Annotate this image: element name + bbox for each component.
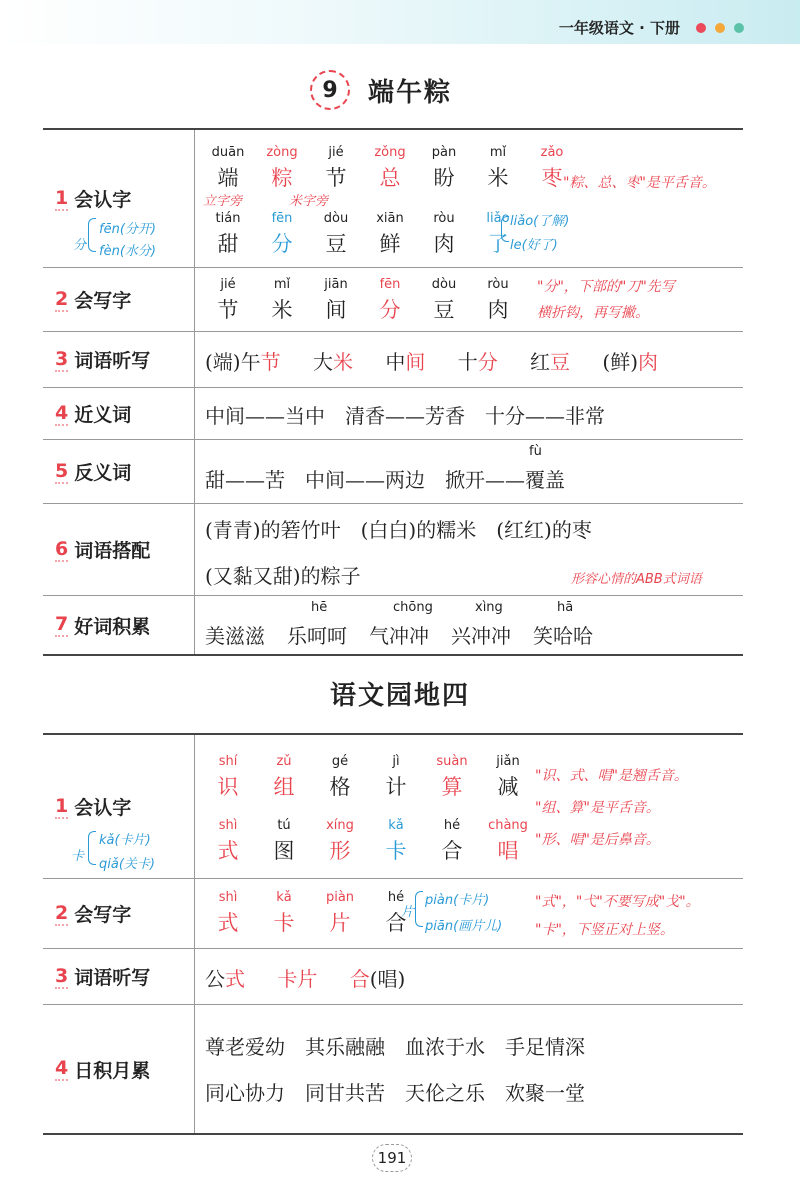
char-line-2	[205, 210, 529, 258]
header-dots	[696, 23, 744, 33]
liao-reading-2: le(好了)	[510, 238, 558, 253]
row-content	[195, 504, 743, 595]
hanzi: 卡	[385, 839, 407, 863]
row-collocation	[43, 504, 743, 596]
note-retroflex: "识、式、唱"是翘舌音。	[535, 768, 688, 784]
hanzi: 米	[487, 166, 509, 190]
char-with-pinyin	[367, 144, 413, 192]
pinyin: jié	[220, 277, 236, 292]
char-with-pinyin	[373, 753, 419, 801]
row-content	[195, 268, 743, 331]
pinyin: tú	[277, 818, 291, 833]
hanzi: 总	[379, 166, 401, 190]
note-abb: 形容心情的ABB式词语	[571, 572, 702, 587]
hanzi: 间	[325, 298, 347, 322]
good-word: hē 乐呵呵	[287, 600, 347, 648]
note-radical-1: 立字旁	[203, 194, 243, 209]
pinyin: kǎ	[388, 818, 404, 833]
hanzi: 式	[217, 911, 239, 935]
row-write	[43, 268, 743, 332]
row-recognize	[43, 130, 743, 268]
lesson-heading	[310, 70, 452, 110]
pinyin: zòng	[266, 145, 298, 160]
lesson-table	[43, 128, 743, 656]
char-line-1	[205, 144, 583, 192]
row-label: 2 会写字	[43, 268, 195, 331]
hanzi: 合	[385, 911, 407, 935]
char-with-pinyin	[429, 817, 475, 865]
row-content	[195, 596, 743, 654]
row-synonyms	[43, 388, 743, 440]
hanzi: 肉	[487, 298, 509, 322]
liao-reading-1: liǎo(了解)	[510, 214, 570, 229]
char-with-pinyin	[421, 144, 467, 192]
fen-brace	[88, 218, 96, 252]
hanzi: 图	[273, 839, 295, 863]
note-flat: "组、算"是平舌音。	[535, 800, 660, 816]
hanzi: 形	[329, 839, 351, 863]
ka-mark: 卡	[71, 849, 85, 864]
hanzi: 盼	[433, 166, 455, 190]
write-chars	[205, 276, 529, 324]
ka-reading-1: kǎ(卡片)	[99, 833, 151, 848]
liao-brace	[501, 216, 509, 242]
antonyms-text: 甜——苦 中间——两边 掀开—— fù 覆盖	[205, 444, 565, 492]
hanzi: 节	[217, 298, 239, 322]
char-with-pinyin	[205, 144, 251, 192]
hanzi: 节	[325, 166, 347, 190]
row-label: 5 反义词	[43, 440, 195, 503]
pinyin: zǒng	[374, 145, 406, 160]
dot-green	[734, 23, 744, 33]
pinyin: zǔ	[276, 754, 292, 769]
header-band	[0, 0, 800, 44]
pinyin: suàn	[436, 754, 468, 769]
hanzi: 算	[441, 775, 463, 799]
idioms-line-2: 同心协力 同甘共苦 天伦之乐 欢聚一堂	[205, 1081, 585, 1105]
collocation-line-1: (青青)的箬竹叶 (白白)的糯米 (红红)的枣	[205, 518, 592, 542]
hanzi: 端	[217, 166, 239, 190]
pian-mark: 片	[401, 905, 415, 920]
hanzi: 合	[441, 839, 463, 863]
pinyin: shì	[218, 818, 238, 833]
row-write	[43, 879, 743, 949]
good-word: 美滋滋	[205, 624, 265, 648]
fu-pinyin: fù	[529, 444, 542, 459]
hanzi: 片	[329, 911, 351, 935]
hanzi: 唱	[497, 839, 519, 863]
hanzi: 组	[273, 775, 295, 799]
row-good-words	[43, 596, 743, 654]
pinyin: shí	[218, 754, 238, 769]
hanzi: 米	[271, 298, 293, 322]
char-with-pinyin	[373, 817, 419, 865]
good-word: chōng 气冲冲	[369, 600, 433, 648]
pian-brace	[415, 891, 423, 927]
pinyin: hē	[311, 600, 328, 615]
pinyin: mǐ	[489, 145, 507, 160]
synonyms-text: 中间——当中 清香——芳香 十分——非常	[205, 404, 605, 428]
char-with-pinyin	[475, 276, 521, 324]
pinyin: ròu	[487, 277, 509, 292]
pinyin: shì	[218, 890, 238, 905]
garden-table	[43, 733, 743, 1135]
lesson-title: 端午粽	[368, 77, 453, 108]
char-with-pinyin	[421, 210, 467, 258]
hanzi: 卡	[273, 911, 295, 935]
row-label: 1 会认字	[43, 735, 195, 878]
row-label: 1 会认字	[43, 130, 195, 267]
pian-reading-1: piàn(卡片)	[425, 893, 490, 908]
pinyin: chōng	[393, 600, 433, 615]
hanzi: 肉	[433, 232, 455, 256]
row-dictation	[43, 332, 743, 388]
note-fen-stroke-1: "分"，下部的"刀"先写	[537, 279, 675, 295]
pinyin: duān	[211, 145, 245, 160]
collocation-line-2: (又黏又甜)的粽子	[205, 564, 361, 588]
char-with-pinyin	[317, 817, 363, 865]
dictation-words: (端)午节 大米 中间 十分 红豆 (鲜)肉	[205, 350, 659, 374]
row-content	[195, 1005, 743, 1133]
pinyin: xíng	[326, 818, 354, 833]
row-accumulate	[43, 1005, 743, 1133]
char-with-pinyin	[367, 210, 413, 258]
char-with-pinyin	[313, 276, 359, 324]
char-with-pinyin	[261, 889, 307, 937]
note-ka-stroke: "卡"，下竖正对上竖。	[535, 922, 674, 938]
char-with-pinyin	[205, 276, 251, 324]
note-back-nasal: "形、唱"是后鼻音。	[535, 832, 660, 848]
hanzi: 豆	[433, 298, 455, 322]
pinyin: piàn	[325, 890, 355, 905]
hanzi: 甜	[217, 232, 239, 256]
pinyin: ròu	[433, 211, 455, 226]
ka-reading-2: qiǎ(关卡)	[99, 857, 155, 872]
pinyin: dòu	[323, 211, 349, 226]
pinyin: gé	[331, 754, 349, 769]
char-with-pinyin	[261, 817, 307, 865]
hanzi: 分	[271, 232, 293, 256]
pinyin: zǎo	[540, 145, 564, 160]
row-label: 6 词语搭配	[43, 504, 195, 595]
pinyin: dòu	[431, 277, 457, 292]
hanzi: 格	[329, 775, 351, 799]
note-fen-stroke-2: 横折钩，再写撇。	[537, 305, 649, 321]
pinyin: mǐ	[273, 277, 291, 292]
char-with-pinyin	[205, 817, 251, 865]
book-title: 一年级语文 · 下册	[558, 19, 680, 37]
page-number: 191	[372, 1144, 412, 1172]
pinyin: jiǎn	[496, 754, 520, 769]
row-content	[195, 130, 743, 267]
row-label: 3 词语听写	[43, 332, 195, 387]
pinyin: hé	[443, 818, 461, 833]
char-line-2	[205, 817, 541, 865]
pinyin: jiān	[324, 277, 348, 292]
pinyin: fēn	[379, 277, 401, 292]
row-label: 4 日积月累	[43, 1005, 195, 1133]
row-content	[195, 879, 743, 948]
char-with-pinyin	[259, 210, 305, 258]
note-flat-tongue: "粽、总、枣"是平舌音。	[563, 175, 716, 191]
hanzi: 鲜	[379, 232, 401, 256]
hanzi: 了	[487, 232, 509, 256]
hanzi: 豆	[325, 232, 347, 256]
char-with-pinyin	[205, 210, 251, 258]
pinyin: hé	[387, 890, 405, 905]
pinyin: pàn	[431, 145, 457, 160]
fen-reading-2: fèn(水分)	[99, 244, 156, 259]
row-dictation	[43, 949, 743, 1005]
row-label: 3 词语听写	[43, 949, 195, 1004]
pinyin: fēn	[271, 211, 293, 226]
row-recognize	[43, 735, 743, 879]
char-with-pinyin	[205, 753, 251, 801]
row-content	[195, 735, 743, 878]
note-shi-stroke: "式"，"弋"不要写成"戈"。	[535, 894, 700, 910]
char-with-pinyin	[313, 210, 359, 258]
char-with-pinyin	[485, 753, 531, 801]
pinyin: xiān	[376, 211, 404, 226]
hanzi: 分	[379, 298, 401, 322]
char-with-pinyin	[205, 889, 251, 937]
note-radical-2: 米字旁	[289, 194, 329, 209]
char-with-pinyin	[429, 753, 475, 801]
lesson-number-badge: 9	[310, 70, 350, 110]
char-with-pinyin	[317, 889, 363, 937]
dot-orange	[715, 23, 725, 33]
char-with-pinyin	[317, 753, 363, 801]
good-words	[205, 600, 615, 649]
row-content	[195, 388, 743, 439]
char-with-pinyin	[261, 753, 307, 801]
section-title: 语文园地四	[329, 681, 470, 711]
good-word: xìng 兴冲冲	[451, 600, 511, 648]
hanzi: 式	[217, 839, 239, 863]
row-label: 2 会写字	[43, 879, 195, 948]
pinyin: jié	[328, 145, 344, 160]
pinyin: hā	[557, 600, 574, 615]
char-with-pinyin	[475, 144, 521, 192]
pinyin: chàng	[488, 818, 528, 833]
char-with-pinyin	[367, 276, 413, 324]
hanzi: 识	[217, 775, 239, 799]
char-line-1	[205, 753, 541, 801]
pinyin: jì	[392, 754, 400, 769]
char-with-pinyin	[259, 276, 305, 324]
pinyin: xìng	[475, 600, 503, 615]
hanzi: 减	[497, 775, 519, 799]
char-with-pinyin	[485, 817, 531, 865]
ka-brace	[88, 831, 96, 865]
hanzi: 计	[385, 775, 407, 799]
row-label: 4 近义词	[43, 388, 195, 439]
dot-red	[696, 23, 706, 33]
row-content	[195, 332, 743, 387]
char-with-pinyin	[313, 144, 359, 192]
idioms-line-1: 尊老爱幼 其乐融融 血浓于水 手足情深	[205, 1035, 585, 1059]
hanzi: 枣	[541, 166, 563, 190]
pinyin: tián	[215, 211, 241, 226]
fen-reading-1: fēn(分开)	[99, 222, 156, 237]
row-label: 7 好词积累	[43, 596, 195, 654]
char-with-pinyin	[421, 276, 467, 324]
row-content	[195, 440, 743, 503]
fen-mark: 分	[73, 238, 87, 253]
write-chars	[205, 889, 429, 937]
char-with-pinyin	[259, 144, 305, 192]
row-antonyms	[43, 440, 743, 504]
pinyin: liǎo	[486, 211, 510, 226]
good-word: hā 笑哈哈	[533, 600, 593, 648]
row-content	[195, 949, 743, 1004]
dictation-words: 公式 卡片 合(唱)	[205, 967, 406, 991]
pinyin: kǎ	[276, 890, 292, 905]
pian-reading-2: piān(画片儿)	[425, 919, 503, 934]
hanzi: 粽	[271, 166, 293, 190]
